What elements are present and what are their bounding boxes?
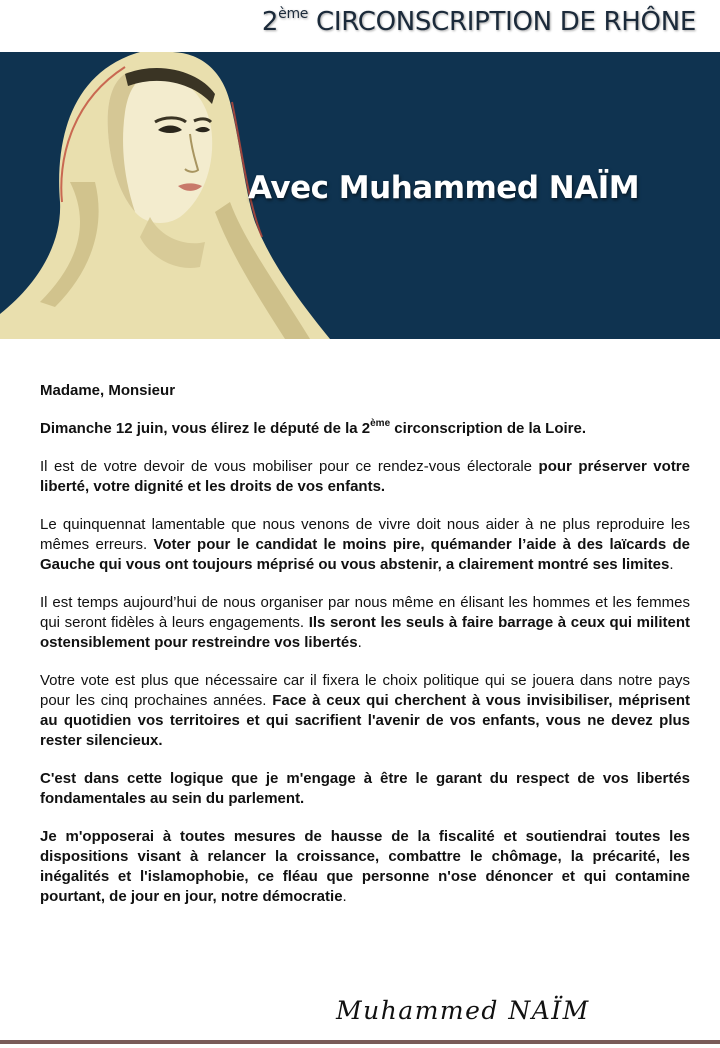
heading-superscript: ème bbox=[278, 6, 309, 22]
letter-body bbox=[40, 381, 690, 925]
paragraph-opposition: Je m'opposerai à toutes mesures de hausse de la fiscalité et soutiendrai toutes les dispositions visant à relancer la croissance, combattre le chômage, la précarité, les inégalités et l'islamophobie, ce fléau que personne n'ose dénoncer et qui contamine pourtant, de jour en jour, notre démocratie. bbox=[40, 828, 690, 905]
paragraph-organisation: Il est temps aujourd’hui de nous organiser par nous même en élisant les hommes et les femmes qui seront fidèles à leurs engagements. Ils seront les seuls à faire barrage à ceux qui militent ostensiblement pour restreindre vos libertés. bbox=[40, 594, 690, 651]
bottom-divider bbox=[0, 1040, 720, 1044]
signature: Muhammed NAÏM bbox=[336, 996, 590, 1025]
paragraph-engagement: C'est dans cette logique que je m'engage à être le garant du respect de vos libertés fondamentales au sein du parlement. bbox=[40, 770, 690, 807]
banner-title: Avec Muhammed NAÏM bbox=[248, 170, 640, 206]
heading-text: CIRCONSCRIPTION DE RHÔNE bbox=[308, 7, 696, 37]
circonscription-heading bbox=[262, 6, 696, 37]
paragraph-election-date: Dimanche 12 juin, vous élirez le député de la 2ème circonscription de la Loire. bbox=[40, 418, 587, 437]
header-banner bbox=[0, 52, 720, 339]
paragraph-quinquennat: Le quinquennat lamentable que nous venons de vivre doit nous aider à ne plus reproduire les mêmes erreurs. Voter pour le candidat le moins pire, quémander l’aide à des laïcards de Gauche qui vous ont toujours méprisé ou vous abstenir, a clairement montré ses limites. bbox=[40, 516, 690, 573]
paragraph-vote: Votre vote est plus que nécessaire car il fixera le choix politique qui se jouera dans notre pays pour les cinq prochaines années. Face à ceux qui cherchent à vous invisibiliser, méprisent au quotidien vos territoires et qui sacrifient l'avenir de vos enfants, vous ne devez plus rester silencieux. bbox=[40, 672, 690, 749]
salutation: Madame, Monsieur bbox=[40, 382, 176, 399]
heading-number: 2 bbox=[261, 7, 279, 37]
paragraph-mobilisation: Il est de votre devoir de vous mobiliser pour ce rendez-vous électorale pour préserver votre liberté, votre dignité et les droits de vos enfants. bbox=[40, 458, 690, 495]
